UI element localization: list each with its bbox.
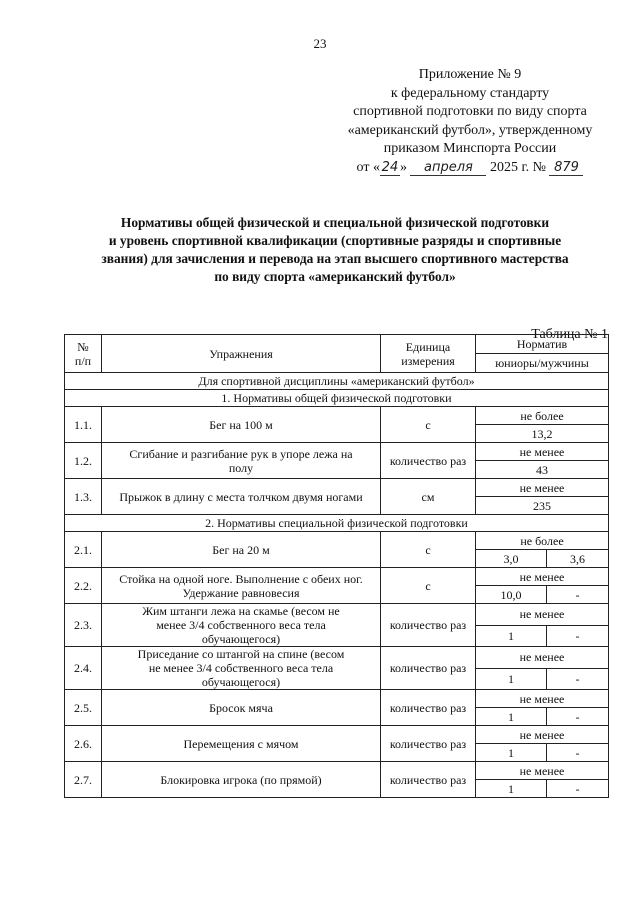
row-unit: количество раз (381, 443, 476, 479)
row-value-1: 1 (476, 625, 547, 647)
table-row (65, 690, 609, 708)
row-value: 13,2 (476, 425, 609, 443)
date-day-handwritten: 24 (381, 159, 399, 175)
table-row (65, 443, 609, 461)
header-num-text: № п/п (74, 339, 92, 368)
header-unit: Единица измерения (381, 335, 476, 373)
row-num: 1.1. (65, 407, 102, 443)
row-unit: см (381, 479, 476, 515)
row-unit: с (381, 568, 476, 604)
date-prefix: от « (356, 159, 380, 175)
row-condition: не менее (476, 762, 609, 780)
row-num: 2.7. (65, 762, 102, 798)
row-num: 1.2. (65, 443, 102, 479)
discipline-row (65, 373, 609, 390)
row-value-1: 1 (476, 708, 547, 726)
appendix-line-5: приказом Минспорта России (383, 141, 557, 156)
row-condition: не менее (476, 479, 609, 497)
table-row (65, 762, 609, 780)
date-month-handwritten: апреля (410, 161, 486, 176)
date-year: 2025 г. № (489, 159, 546, 175)
row-value: 235 (476, 497, 609, 515)
table-row (65, 532, 609, 550)
section-1-row (65, 390, 609, 407)
row-value-1: 1 (476, 668, 547, 690)
row-value-1: 3,0 (476, 550, 547, 568)
row-exercise: Блокировка игрока (по прямой) (102, 762, 381, 798)
title-line-3: звания) для зачисления и перевода на этап высшего спортивного мастерства (101, 251, 569, 266)
row-value-2: - (547, 744, 609, 762)
row-value-2: - (547, 625, 609, 647)
table-row (65, 407, 609, 425)
row-condition: не менее (476, 690, 609, 708)
header-group: юниоры/мужчины (476, 354, 609, 373)
title-line-4: по виду спорта «американский футбол» (214, 269, 456, 284)
row-exercise: Жим штанги лежа на скамье (весом не менее 3/4 собственного веса тела обучающегося) (102, 604, 381, 647)
row-unit: количество раз (381, 762, 476, 798)
row-value-1: 1 (476, 780, 547, 798)
appendix-line-4: «американский футбол», утвержденному (347, 122, 593, 138)
row-condition: не менее (476, 726, 609, 744)
page-number: 23 (313, 36, 327, 51)
header-norm: Норматив (476, 335, 609, 354)
row-num: 2.1. (65, 532, 102, 568)
row-exercise: Перемещения с мячом (102, 726, 381, 762)
row-exercise: Приседание со штангой на спине (весом не менее 3/4 собственного веса тела обучающегося) (102, 647, 381, 690)
row-unit: с (381, 532, 476, 568)
row-value-2: - (547, 668, 609, 690)
row-value-2: - (547, 708, 609, 726)
row-exercise: Бег на 100 м (102, 407, 381, 443)
header-num (65, 335, 102, 373)
row-value: 43 (476, 461, 609, 479)
section-2-row (65, 515, 609, 532)
row-condition: не более (476, 407, 609, 425)
discipline-cell: Для спортивной дисциплины «американский футбол» (65, 373, 609, 390)
row-num: 2.3. (65, 604, 102, 647)
table-row (65, 604, 609, 626)
row-unit: количество раз (381, 647, 476, 690)
date-mid: » (399, 159, 407, 175)
table-row (65, 647, 609, 669)
row-value-2: 3,6 (547, 550, 609, 568)
document-title (40, 214, 630, 286)
row-num: 2.4. (65, 647, 102, 690)
section-2-cell: 2. Нормативы специальной физической подготовки (65, 515, 609, 532)
row-unit: количество раз (381, 604, 476, 647)
row-exercise: Бросок мяча (102, 690, 381, 726)
appendix-date-line (320, 159, 620, 178)
row-condition: не менее (476, 568, 609, 586)
row-value-2: - (547, 780, 609, 798)
section-1-cell: 1. Нормативы общей физической подготовки (65, 390, 609, 407)
row-condition: не менее (476, 443, 609, 461)
order-number-handwritten: 879 (549, 161, 583, 176)
appendix-line-1: Приложение № 9 (418, 67, 522, 82)
row-unit: количество раз (381, 690, 476, 726)
header-row (65, 335, 609, 354)
row-value-1: 1 (476, 744, 547, 762)
title-line-1: Нормативы общей физической и специальной физической подготовки (120, 215, 550, 230)
row-value-2: - (547, 586, 609, 604)
row-unit: с (381, 407, 476, 443)
row-exercise: Стойка на одной ноге. Выполнение с обеих ног. Удержание равновесия (102, 568, 381, 604)
row-num: 2.6. (65, 726, 102, 762)
table-row (65, 479, 609, 497)
row-exercise: Сгибание и разгибание рук в упоре лежа на полу (102, 443, 381, 479)
row-exercise: Бег на 20 м (102, 532, 381, 568)
appendix-line-2: к федеральному стандарту (390, 85, 550, 101)
row-exercise: Прыжок в длину с места толчком двумя ногами (102, 479, 381, 515)
title-line-2: и уровень спортивной квалификации (спортивные разряды и спортивные (108, 233, 562, 248)
appendix-line-3: спортивной подготовки по виду спорта (353, 104, 587, 119)
header-exercise: Упражнения (102, 335, 381, 373)
row-num: 2.5. (65, 690, 102, 726)
table-label: Таблица № 1 (531, 327, 608, 342)
row-condition: не более (476, 532, 609, 550)
appendix-block (320, 66, 620, 177)
row-unit: количество раз (381, 726, 476, 762)
row-num: 1.3. (65, 479, 102, 515)
row-num: 2.2. (65, 568, 102, 604)
table-row (65, 726, 609, 744)
row-value-1: 10,0 (476, 586, 547, 604)
table-row (65, 568, 609, 586)
norms-table (64, 334, 609, 798)
row-condition: не менее (476, 647, 609, 669)
row-condition: не менее (476, 604, 609, 626)
